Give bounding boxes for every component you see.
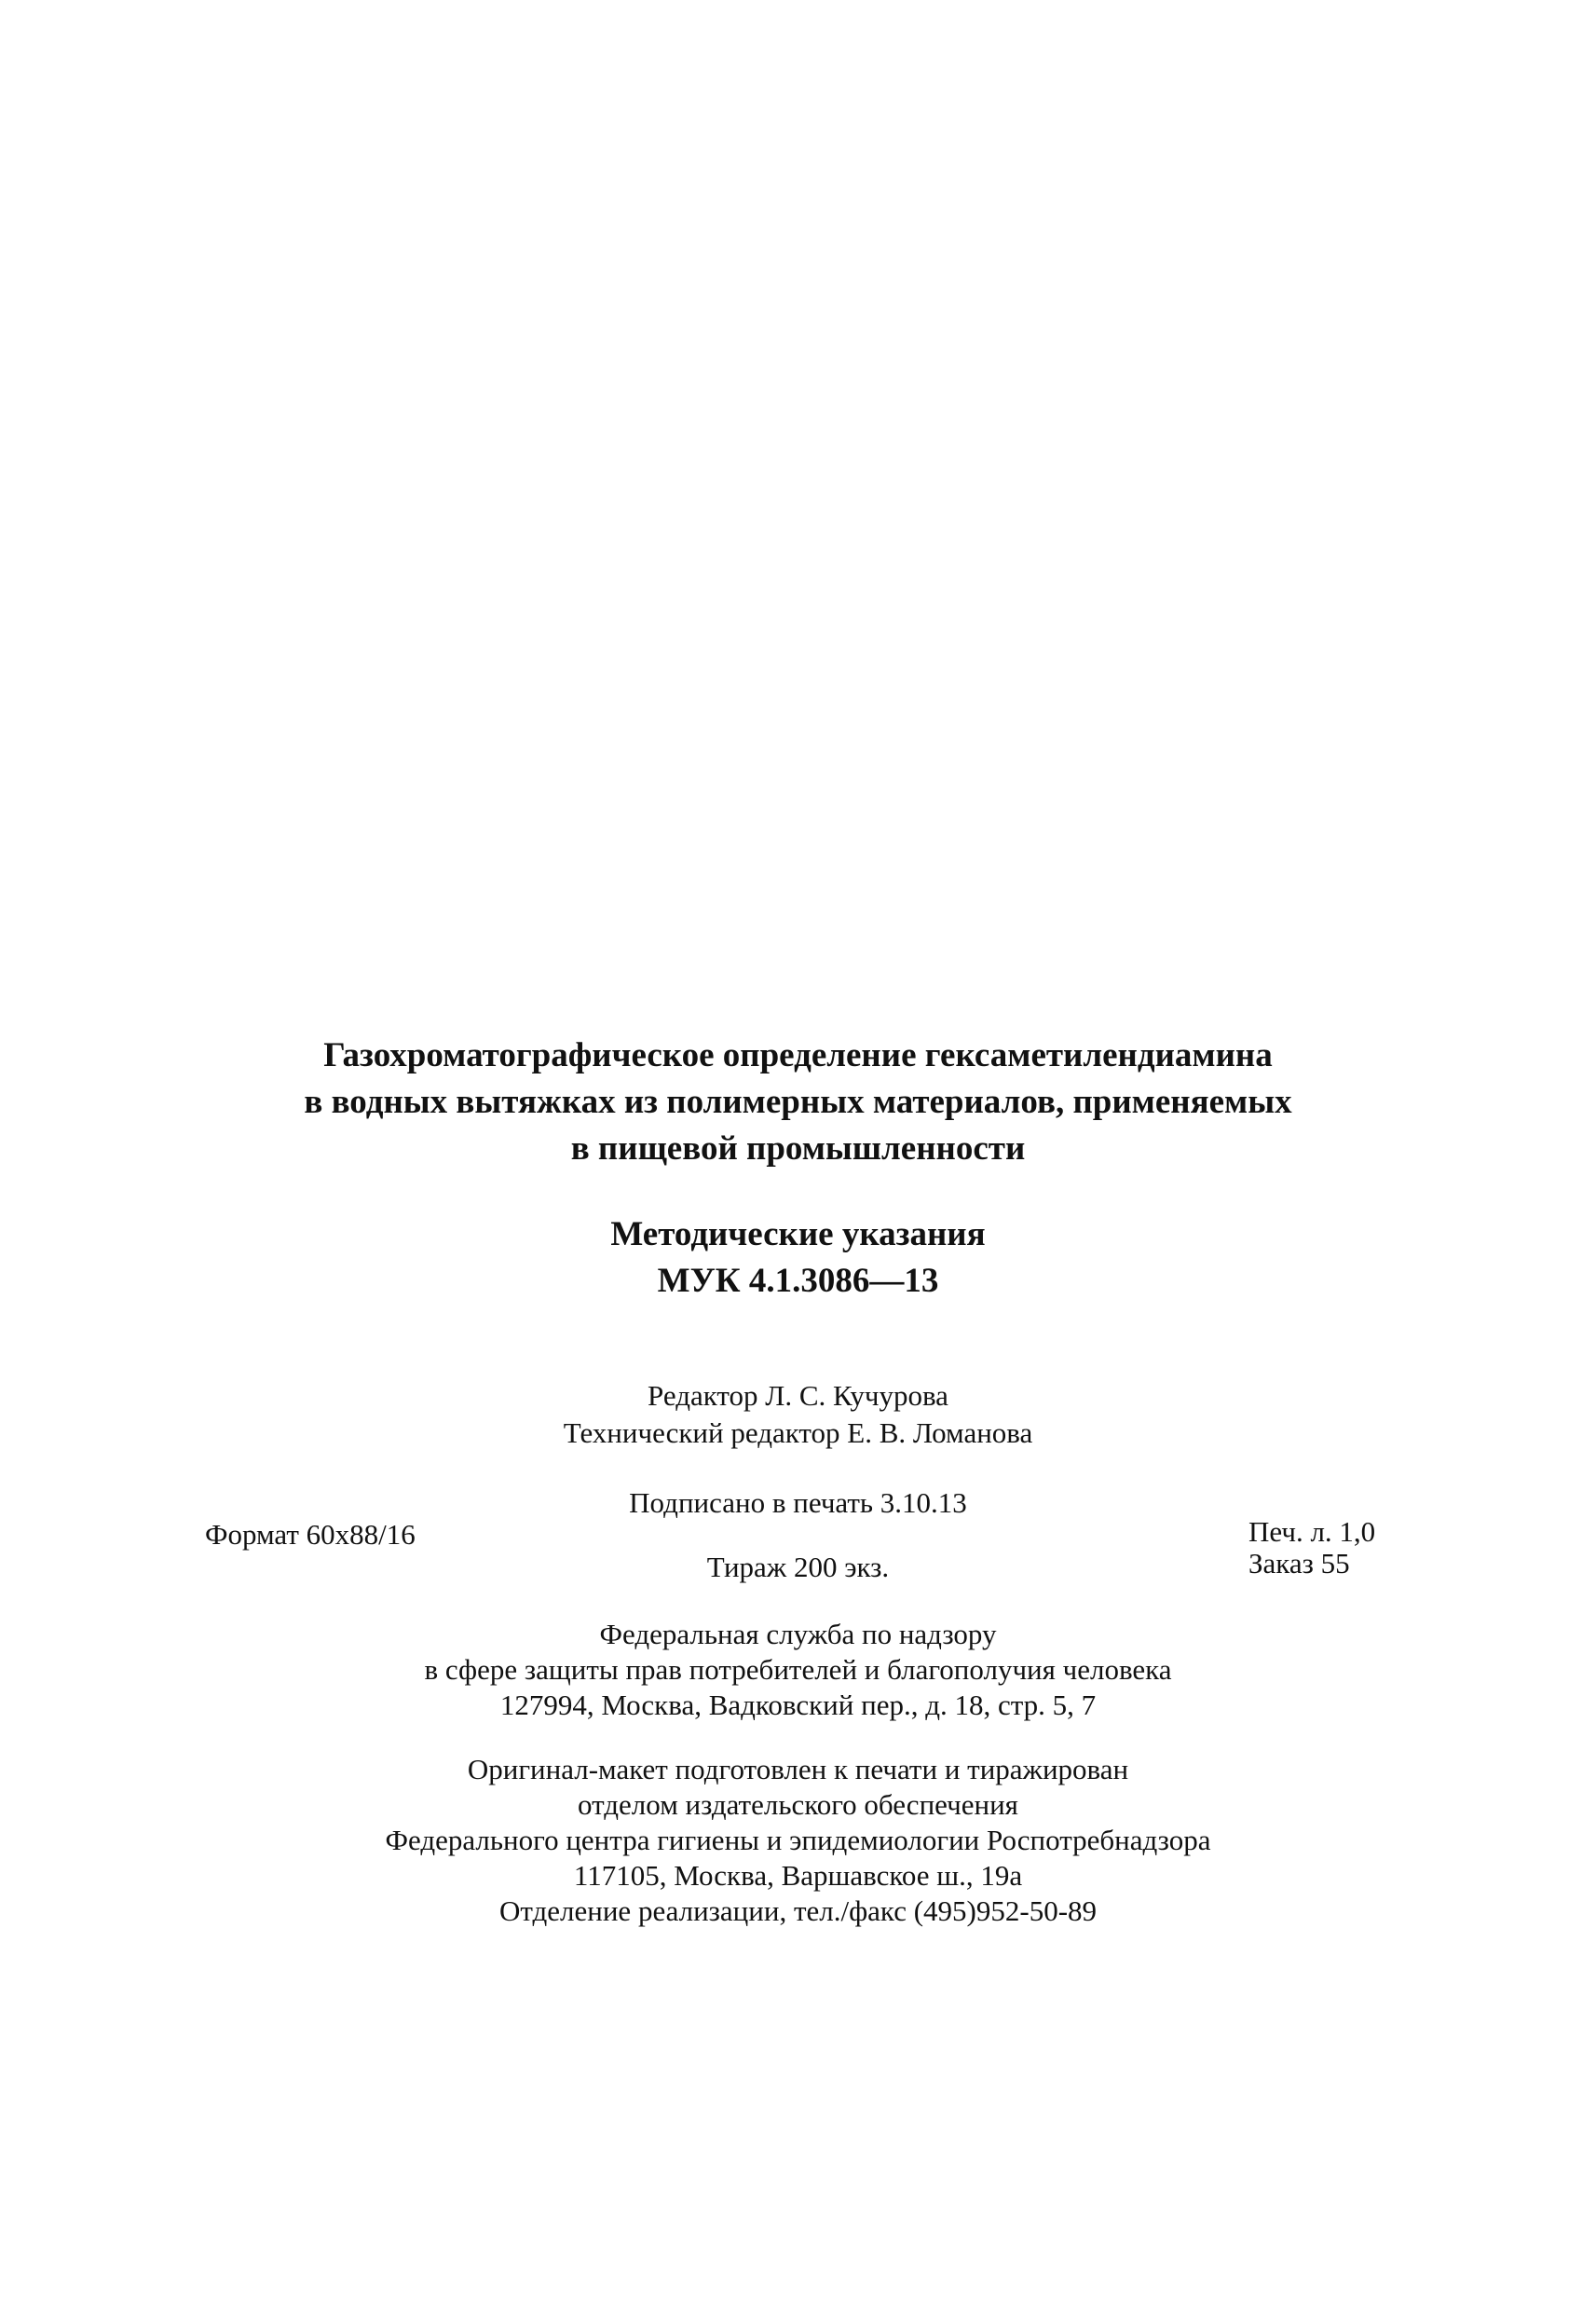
document-code: МУК 4.1.3086—13 — [657, 1262, 939, 1300]
editors-block — [0, 1377, 1596, 1452]
producer-address: 117105, Москва, Варшавское ш., 19а — [573, 1859, 1023, 1892]
document-title — [0, 1032, 1596, 1172]
producer-line: Федерального центра гигиены и эпидемиологии Роспотребнадзора — [385, 1824, 1211, 1856]
editor-line: Редактор Л. С. Кучурова — [648, 1379, 948, 1412]
publisher-line: в сфере защиты прав потребителей и благополучия человека — [424, 1653, 1172, 1686]
producer-line: отделом издательского обеспечения — [578, 1788, 1018, 1821]
print-sheets: Печ. л. 1,0 — [1248, 1515, 1376, 1548]
publisher-block — [0, 1617, 1596, 1723]
circulation-line: Тираж 200 экз. — [706, 1551, 890, 1583]
order-number: Заказ 55 — [1248, 1547, 1350, 1579]
producer-line: Оригинал-макет подготовлен к печати и тиражирован — [467, 1753, 1129, 1785]
signed-line: Подписано в печать 3.10.13 — [629, 1486, 967, 1519]
title-line: в водных вытяжках из полимерных материалов, применяемых — [304, 1083, 1292, 1121]
title-line: Газохроматографическое определение гексаметилендиамина — [323, 1036, 1273, 1074]
document-type: Методические указания — [610, 1215, 986, 1253]
publisher-line: Федеральная служба по надзору — [599, 1618, 997, 1650]
sales-contact: Отделение реализации, тел./факс (495)952-50-89 — [498, 1894, 1098, 1927]
publisher-address: 127994, Москва, Вадковский пер., д. 18, стр. 5, 7 — [499, 1689, 1097, 1721]
format-info: Формат 60x88/16 — [205, 1518, 416, 1551]
document-designation — [0, 1211, 1596, 1305]
title-line: в пищевой промышленности — [570, 1129, 1026, 1168]
producer-block — [0, 1752, 1596, 1929]
tech-editor-line: Технический редактор Е. В. Ломанова — [563, 1416, 1033, 1449]
circulation-info — [0, 1549, 1596, 1586]
